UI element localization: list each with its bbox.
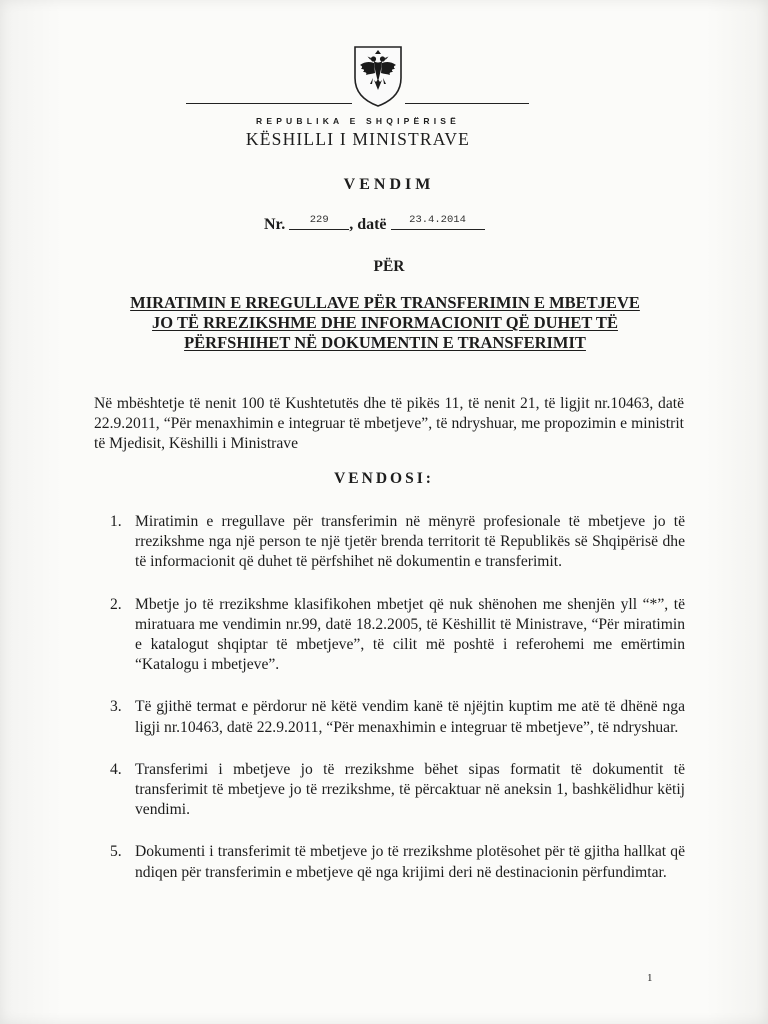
decision-item — [110, 595, 685, 676]
decision-item — [110, 842, 685, 882]
item-number: 2. — [110, 595, 122, 613]
item-number: 3. — [110, 698, 122, 716]
page-number: 1 — [647, 972, 653, 984]
decision-date-value: 23.4.2014 — [409, 214, 466, 226]
per-heading: PËR — [373, 258, 405, 275]
republic-name: REPUBLIKA E SHQIPËRISË — [255, 116, 461, 126]
decision-item — [110, 760, 685, 821]
decision-items-list — [110, 512, 685, 905]
item-number: 5. — [110, 843, 122, 861]
decision-item — [110, 512, 685, 573]
item-text: Transferimi i mbetjeve jo të rrezikshme bëhet sipas formatit të dokumentit të transferimit të mbetjeve jo të rrezikshme, të përcaktuar në aneksin 1, bashkëlidhur këtij vendimi. — [135, 760, 685, 819]
albanian-eagle-coat-of-arms-icon — [352, 44, 404, 108]
decides-heading: VENDOSI: — [334, 470, 434, 487]
header-rule-left — [186, 103, 352, 104]
item-number: 1. — [110, 513, 122, 530]
date-label: , datë — [349, 216, 387, 233]
decision-subject — [80, 293, 690, 353]
subject-line: PËRFSHIHET NË DOKUMENTIN E TRANSFERIMIT — [184, 333, 586, 352]
legal-basis-paragraph: Në mbështetje të nenit 100 të Kushtetutës dhe të pikës 11, të nenit 21, të ligjit nr.10463, datë 22.9.2011, “Për menaxhimin e integruar të mbetjeve”, të ndryshuar, me propozimin e ministrit të Mjedisit, Këshilli i Ministrave — [94, 395, 684, 452]
decision-date-field — [391, 214, 485, 230]
item-text: Të gjithë termat e përdorur në këtë vendim kanë të njëjtin kuptim me atë të dhënë nga ligji nr.10463, datë 22.9.2011, “Për menaxhimin e integruar të mbetjeve”, të ndryshuar. — [135, 698, 685, 736]
decision-number-line — [264, 216, 485, 234]
header-rule-right — [405, 103, 529, 104]
item-text: Miratimin e rregullave për transferimin në mënyrë profesionale të mbetjeve jo të rrezikshme nga një person te një tjetër brenda territorit të Republikës së Shqipërisë dhe të informacionit që duhet të përfshihet në dokumentin e transferimit. — [135, 513, 685, 571]
decision-number-field — [289, 214, 349, 230]
decision-item — [110, 697, 685, 737]
document-type: VENDIM — [343, 176, 435, 193]
item-text: Mbetje jo të rrezikshme klasifikohen mbetjet që nuk shënohen me shenjën yll “*”, të miratuara me vendimin nr.99, datë 18.2.2005, të Këshillit të Ministrave, “Për miratimin e katalogut shqiptar të mbetjeve”, të cilit më poshtë i referohemi me emërtimin “Katalogu i mbetjeve”. — [135, 595, 685, 674]
decision-number-value: 229 — [309, 214, 329, 226]
item-text: Dokumenti i transferimit të mbetjeve jo të rrezikshme plotësohet për të gjitha hallkat që ndiqen për transferimin e mbetjeve që nga krijimi deri në destinacionin përfundimtar. — [135, 843, 685, 881]
council-of-ministers-title: KËSHILLI I MINISTRAVE — [245, 129, 471, 149]
subject-line: MIRATIMIN E RREGULLAVE PËR TRANSFERIMIN E MBETJEVE — [130, 293, 640, 312]
item-number: 4. — [110, 760, 122, 778]
subject-line: JO TË RREZIKSHME DHE INFORMACIONIT QË DUHET TË — [152, 313, 618, 332]
number-label: Nr. — [264, 216, 286, 233]
